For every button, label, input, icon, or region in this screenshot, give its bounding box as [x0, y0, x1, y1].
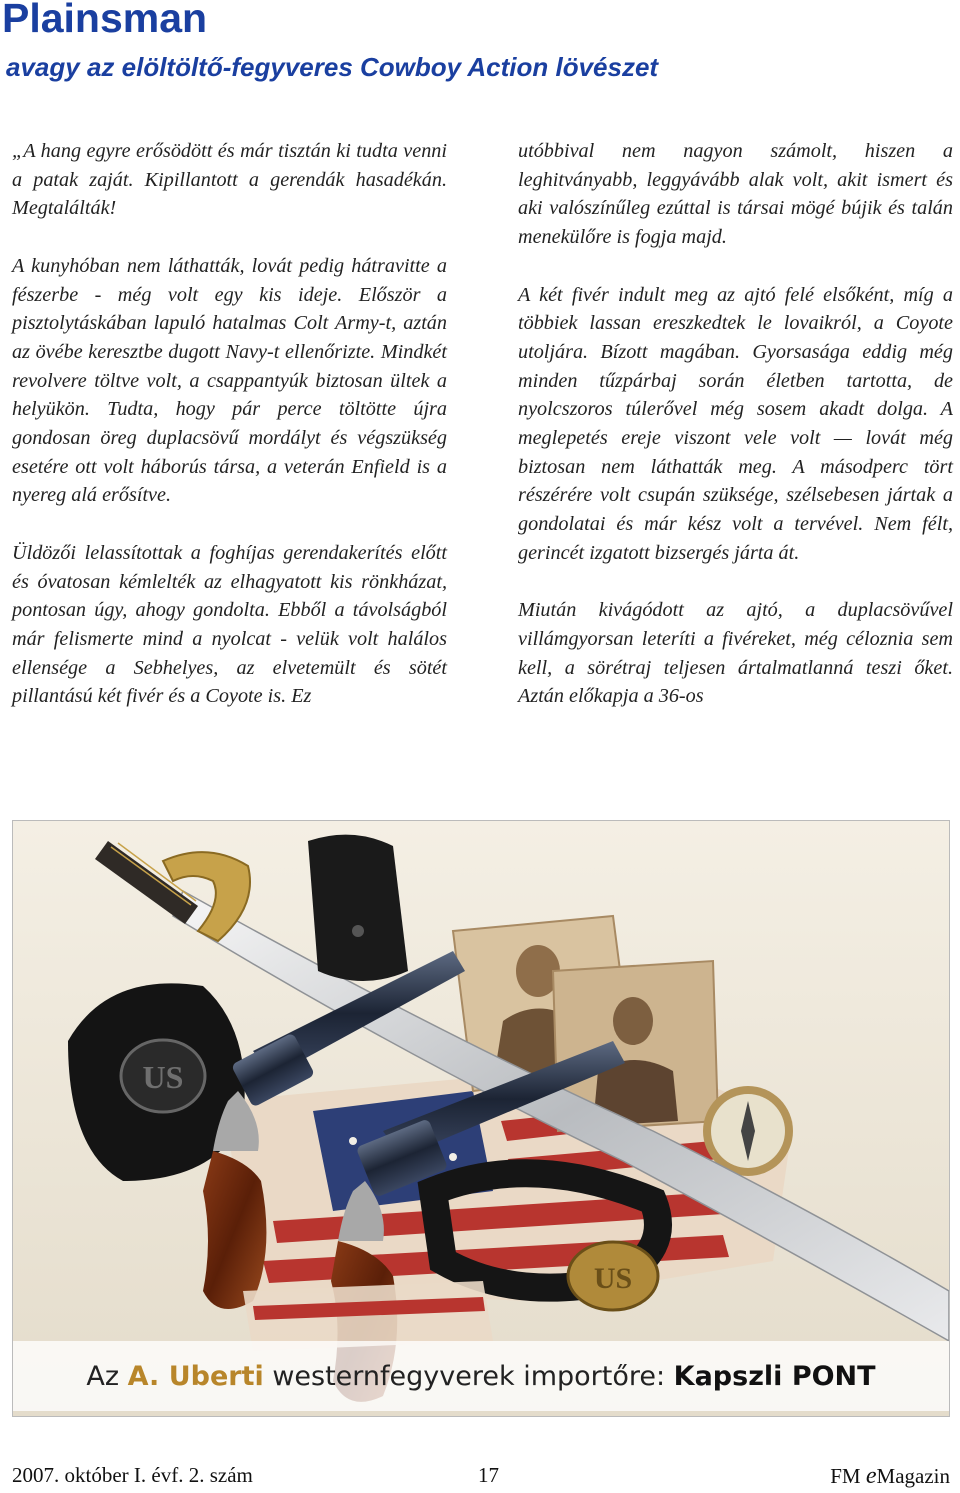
paragraph: „A hang egyre erősödött és már tisztán ki tudta venni a patak zaját. Kipillantott a gerendák hasadékán. Megtalálták!: [12, 140, 447, 220]
caption-prefix: Az: [86, 1360, 128, 1392]
magazine-name: [830, 1463, 950, 1490]
caption-company: Kapszli PONT: [673, 1360, 876, 1392]
paragraph: A kunyhóban nem láthatták, lovát pedig hátravitte a fészerbe - még volt egy kis ideje. Először a pisztolytáskában lapuló hatalmas Colt Army-t, aztán az övébe keresztbe dugott Navy-t ellenőrizte. Mindkét revolvere töltve volt, a csappantyúk biztosan ültek a helyükön. Tudta, hogy pár perce töltötte újra gondosan öreg duplacsövű mordályt és végszükség esetére ott volt háborús társa, a veterán Enfield is a nyereg alá erősítve.: [12, 254, 447, 507]
magazine-e: e: [865, 1463, 877, 1489]
paragraph: Miután kivágódott az ajtó, a duplacsövűvel villámgyorsan leteríti a fivéreket, még céloznia sem kell, a sörétraj teljesen ártalmatlanná teszi őket. Aztán előkapja a 36-os: [518, 599, 953, 708]
issue-info: 2007. október I. évf. 2. szám: [12, 1463, 253, 1487]
paragraph: A két fivér indult meg az ajtó felé elsőként, míg a többiek lassan ereszkedtek le lovaikról, a Coyote utoljára. Bízott magában. Gyorsasága eddig még minden tűzpárbaj során életben tartotta, de nyolcszoros túlerővel még sosem akadt dolga. A meglepetés ereje viszont vele volt — lovát még biztosan nem láthatták meg. A másodperc tört részérére volt csupán szüksége, szélsebesen jártak a gondolatai és már kész volt a tervével. Nem félt, gerincét izgatott bizsergés járta át.: [518, 283, 953, 564]
article-title: Plainsman: [2, 0, 208, 41]
paragraph: utóbbival nem nagyon számolt, hiszen a leghitványabb, leggyávább alak volt, akit ismert és aki valószínűleg ezúttal is társai mögé bújik és talán menekülőre is fogja majd.: [518, 140, 953, 249]
holster-emblem: US: [142, 1059, 184, 1095]
holster-icon: [68, 983, 245, 1181]
article-subtitle: avagy az elöltöltő-fegyveres Cowboy Action lövészet: [6, 52, 659, 82]
ad-caption: [13, 1341, 949, 1411]
buckle-emblem: US: [593, 1262, 633, 1295]
pouch-icon: [308, 835, 408, 981]
right-column: [518, 137, 953, 711]
left-column: [12, 137, 447, 711]
caption-brand: A. Uberti: [127, 1360, 264, 1392]
page-footer: [12, 1463, 950, 1493]
caption-mid: westernfegyverek importőre:: [263, 1360, 674, 1392]
magazine-prefix: FM: [830, 1464, 866, 1488]
revolvers-illustration: [13, 821, 949, 1416]
page-number: 17: [478, 1463, 499, 1487]
advertisement-photo: [12, 820, 950, 1417]
paragraph: Üldözői lelassítottak a foghíjas gerendakerítés előtt és óvatosan kémlelték az elhagyatott kis rönkházat, pontosan úgy, ahogy gondolta. Ebből a távolságból már felismerte mind a nyolcat - velük volt halálos ellensége a Sebhelyes, az elvetemült és sötét pillantású két fivér és a Coyote is. Ez: [12, 541, 447, 708]
magazine-suffix: Magazin: [876, 1464, 950, 1488]
